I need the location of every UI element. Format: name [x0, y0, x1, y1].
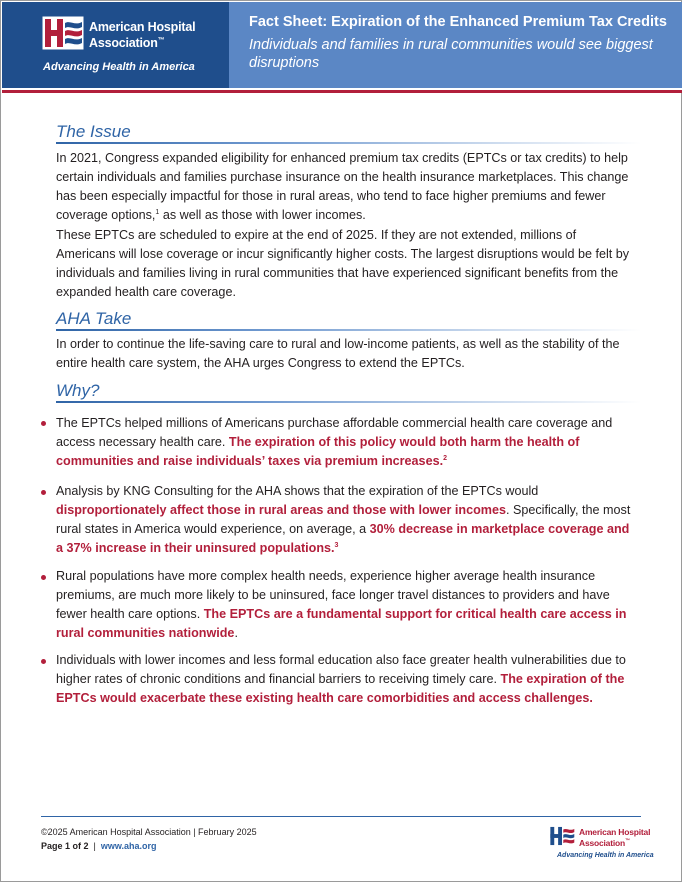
issue-paragraph-1	[56, 149, 631, 225]
aha-logo-icon	[548, 825, 576, 847]
page-number: Page 1 of 2	[41, 841, 89, 851]
bullet-2-text-2: . Specifically, the most rural states in America would experience, on average, a	[56, 503, 631, 536]
footnote-ref-1[interactable]: 1	[155, 208, 160, 216]
section-heading-why: Why?	[56, 381, 100, 400]
footer-page-info	[41, 841, 157, 851]
footer-logo-line2: Association	[579, 837, 625, 848]
header-divider-red	[2, 90, 682, 93]
bullet-icon	[39, 419, 48, 428]
footer-separator: |	[88, 841, 101, 851]
aha-website-link[interactable]: www.aha.org	[100, 841, 157, 851]
footer-logo-name	[579, 828, 650, 848]
bullet-3-highlight: The EPTCs are a fundamental support for critical health care access in rural communities nationwide	[56, 607, 627, 640]
take-paragraph: In order to continue the life-saving care to rural and low-income patients, as well as the stability of the entire health care system, the AHA urges Congress to extend the EPTCs.	[56, 337, 620, 370]
page-title: Fact Sheet: Expiration of the Enhanced Premium Tax Credits	[249, 14, 667, 30]
footer-logo-tagline: Advancing Health in America	[557, 852, 654, 859]
header-logo-panel	[2, 2, 229, 88]
page-subtitle: Individuals and families in rural communities would see biggest disruptions	[249, 37, 653, 71]
bullet-icon	[39, 488, 48, 497]
bullet-icon	[39, 657, 48, 666]
footer-logo-line1: American Hospital	[579, 827, 651, 837]
bullet-1-highlight: The expiration of this policy would both harm the health of communities and raise individuals’ taxes via premium increases.	[56, 435, 580, 468]
why-bullet-4	[56, 651, 631, 708]
section-heading-take: AHA Take	[56, 309, 132, 328]
why-bullet-3	[56, 567, 631, 643]
section-rule-issue	[56, 142, 641, 144]
bullet-icon	[39, 573, 48, 582]
bullet-3-text: Rural populations have more complex health needs, experience higher average health insurance premiums, are much more likely to be uninsured, face longer travel distances to providers and have fewer health care options.	[56, 569, 610, 621]
issue-p1-text-end: as well as those with lower incomes.	[159, 208, 366, 222]
bullet-2-highlight-1: disproportionately affect those in rural areas and those with lower incomes	[56, 503, 506, 517]
footer-rule	[41, 816, 641, 817]
logo-tagline: Advancing Health in America	[43, 61, 195, 73]
footnote-ref-2[interactable]: 2	[443, 454, 447, 462]
footer-copyright: ©2025 American Hospital Association | February 2025	[41, 827, 257, 837]
logo-name-line1: American Hospital	[89, 20, 196, 34]
issue-p1-text: In 2021, Congress expanded eligibility for enhanced premium tax credits (EPTCs or tax credits) to help certain individuals and families purchase insurance on the health insurance marketplaces. This change has been especially impactful for those in rural areas, who tend to face higher premiums and fewer coverage options,	[56, 151, 629, 222]
footer-logo-tm: ™	[624, 838, 630, 844]
why-bullet-2	[56, 482, 631, 558]
bullet-3-end: .	[234, 626, 238, 640]
bullet-4-highlight: The expiration of the EPTCs would exacerbate these existing health care comorbidities and access challenges.	[56, 672, 625, 705]
bullet-4-text: Individuals with lower incomes and less formal education also face greater health vulnerabilities due to higher rates of chronic conditions and financial barriers to receiving timely care.	[56, 653, 626, 686]
footnote-ref-3[interactable]: 3	[334, 541, 339, 549]
why-bullet-1	[56, 414, 631, 471]
issue-paragraph-2: These EPTCs are scheduled to expire at the end of 2025. If they are not extended, millions of Americans will lose coverage or incur significantly higher costs. The largest disruptions would be felt by individuals and families living in rural communities that have experienced significant benefits from the expanded health care coverage.	[56, 228, 630, 299]
bullet-2-highlight-2: 30% decrease in marketplace coverage and a 37% increase in their uninsured populations.	[56, 522, 630, 555]
aha-logo-icon	[42, 16, 84, 50]
logo-name-line2: Association	[89, 36, 158, 51]
logo-trademark: ™	[157, 37, 165, 44]
bullet-1-text: The EPTCs helped millions of Americans purchase affordable commercial health care coverage and access necessary health care.	[56, 416, 613, 449]
section-rule-why	[56, 401, 641, 403]
section-rule-take	[56, 329, 641, 331]
section-heading-issue: The Issue	[56, 122, 131, 141]
bullet-2-text: Analysis by KNG Consulting for the AHA shows that the expiration of the EPTCs would	[56, 484, 539, 498]
logo-org-name	[89, 21, 195, 50]
